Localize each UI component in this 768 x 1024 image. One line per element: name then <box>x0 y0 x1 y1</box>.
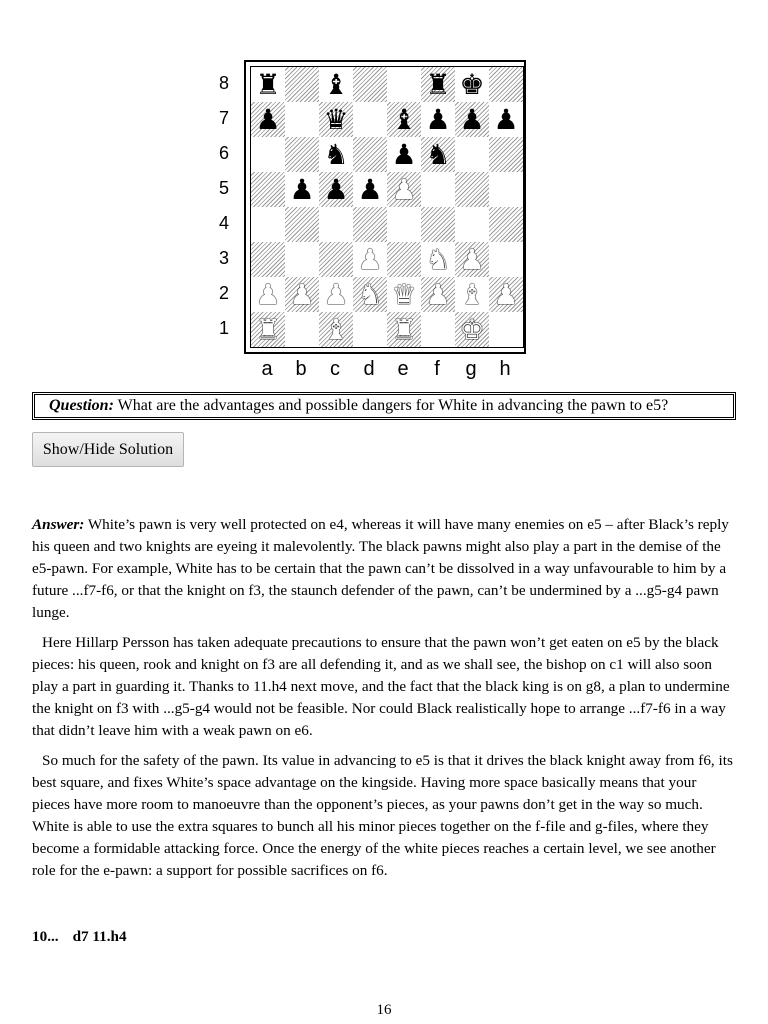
board-square <box>251 312 285 347</box>
board-square <box>455 172 489 207</box>
board-square <box>251 67 285 102</box>
answer-section <box>32 514 738 890</box>
board-square <box>455 277 489 312</box>
move-number: 10... <box>32 928 59 945</box>
board-square <box>319 67 353 102</box>
board-square <box>285 67 319 102</box>
file-label: f <box>434 358 440 380</box>
rank-label: 3 <box>218 248 229 268</box>
black-king-icon: ♚ <box>459 67 485 101</box>
board-square <box>353 242 387 277</box>
answer-paragraph: So much for the safety of the pawn. Its value in advancing to e5 is that it drives the black knight away from f6, its best square, and fixes White’s space advantage on the kingside. Having more space basically means that your pieces have more room to manoeuvre than the opponent’s pieces, as your pawns don’t get in the way so much. White is able to use the extra squares to bunch all his minor pieces together on the f-file and g-files, where they become a formidable attacking force. Once the energy of the white pieces reaches a certain level, we see another role for the e-pawn: a support for possible sacrifices on f6. <box>32 752 733 879</box>
rank-labels <box>212 66 236 346</box>
white-pawn-icon: ♟ <box>459 242 485 276</box>
board-square <box>353 137 387 172</box>
rank-label: 7 <box>218 108 229 128</box>
board-square <box>489 277 523 312</box>
file-label: g <box>465 358 477 380</box>
black-pawn-icon: ♟ <box>493 102 519 136</box>
board-square <box>455 137 489 172</box>
board-square <box>353 172 387 207</box>
black-bishop-icon: ♝ <box>323 67 349 101</box>
board-square <box>455 67 489 102</box>
board-square <box>353 312 387 347</box>
move-text: d7 11.h4 <box>72 928 127 945</box>
board-square <box>353 277 387 312</box>
board-square <box>489 207 523 242</box>
white-knight-icon: ♞ <box>425 242 451 276</box>
black-queen-icon: ♛ <box>323 102 349 136</box>
rank-label: 1 <box>218 318 229 338</box>
board-square <box>421 277 455 312</box>
board-square <box>489 242 523 277</box>
board-square <box>455 312 489 347</box>
board-square <box>251 207 285 242</box>
board-square <box>285 242 319 277</box>
black-knight-icon: ♞ <box>425 137 451 171</box>
file-label: d <box>363 358 375 380</box>
white-pawn-icon: ♟ <box>493 277 519 311</box>
board-square <box>285 277 319 312</box>
black-bishop-icon: ♝ <box>391 102 417 136</box>
board-square <box>421 242 455 277</box>
board-square <box>285 312 319 347</box>
board-square <box>489 172 523 207</box>
board-square <box>251 137 285 172</box>
file-label: a <box>261 358 273 380</box>
white-bishop-icon: ♝ <box>459 277 485 311</box>
board-square <box>455 102 489 137</box>
black-pawn-icon: ♟ <box>289 172 315 206</box>
white-queen-icon: ♛ <box>391 277 417 311</box>
black-pawn-icon: ♟ <box>391 137 417 171</box>
board-square <box>387 312 421 347</box>
rank-label: 2 <box>218 283 229 303</box>
board-square <box>285 172 319 207</box>
board-square <box>353 102 387 137</box>
white-rook-icon: ♜ <box>391 312 417 346</box>
black-rook-icon: ♜ <box>255 67 281 101</box>
board-square <box>387 67 421 102</box>
board-square <box>319 172 353 207</box>
board-square <box>455 242 489 277</box>
file-label: c <box>330 358 340 380</box>
black-rook-icon: ♜ <box>425 67 451 101</box>
white-pawn-icon: ♟ <box>255 277 281 311</box>
file-label: h <box>499 358 511 380</box>
board-square <box>421 207 455 242</box>
answer-paragraph-text: White’s pawn is very well protected on e4, whereas it will have many enemies on e5 – after Black’s reply his queen and two knights are eyeing it malevolently. The black pawns might also play a part in the demise of the e5-pawn. For example, White has to be certain that the pawn can’t be dissolved in a way unfavourable to him by a future ...f7-f6, or that the knight on f3, the staunch defender of the pawn, can’t be undermined by a ...g5-g4 pawn lunge. <box>32 516 729 621</box>
board-square <box>251 277 285 312</box>
white-king-icon: ♚ <box>459 312 485 346</box>
board-square <box>421 172 455 207</box>
board-square <box>319 207 353 242</box>
file-labels <box>250 354 522 384</box>
black-pawn-icon: ♟ <box>459 102 485 136</box>
show-hide-solution-button[interactable]: Show/Hide Solution <box>32 432 184 467</box>
board-square <box>387 242 421 277</box>
board-square <box>319 312 353 347</box>
white-pawn-icon: ♟ <box>323 277 349 311</box>
black-knight-icon: ♞ <box>323 137 349 171</box>
board-square <box>319 102 353 137</box>
board-square <box>387 172 421 207</box>
board-square <box>421 67 455 102</box>
board-square <box>421 102 455 137</box>
board-square <box>489 67 523 102</box>
board-square <box>319 242 353 277</box>
white-pawn-icon: ♟ <box>357 242 383 276</box>
white-pawn-icon: ♟ <box>289 277 315 311</box>
board-frame <box>244 60 526 354</box>
board-square <box>251 172 285 207</box>
board-square <box>455 207 489 242</box>
board-square <box>489 102 523 137</box>
rank-label: 5 <box>218 178 229 198</box>
board-square <box>387 207 421 242</box>
black-pawn-icon: ♟ <box>323 172 349 206</box>
board-square <box>285 102 319 137</box>
rank-label: 6 <box>218 143 229 163</box>
chess-board <box>250 66 524 348</box>
white-pawn-icon: ♟ <box>391 172 417 206</box>
white-rook-icon: ♜ <box>255 312 281 346</box>
white-pawn-icon: ♟ <box>425 277 451 311</box>
move-line <box>32 928 127 946</box>
rank-label: 8 <box>218 73 229 93</box>
board-square <box>285 207 319 242</box>
board-square <box>353 67 387 102</box>
white-bishop-icon: ♝ <box>323 312 349 346</box>
file-label: e <box>397 358 409 380</box>
page-number: 16 <box>376 1002 392 1018</box>
answer-paragraph <box>32 514 738 624</box>
black-pawn-icon: ♟ <box>425 102 451 136</box>
board-square <box>251 102 285 137</box>
answer-paragraph: Here Hillarp Persson has taken adequate precautions to ensure that the pawn won’t get eaten on e5 by the black pieces: his queen, rook and knight on f3 are all defending it, and as we shall see, the bishop on c1 will also soon play a part in guarding it. Thanks to 11.h4 next move, and the fact that the black king is on g8, a plan to undermine the knight on f3 with ...g5-g4 would not be feasible. Nor could Black realistically hope to arrange ...f7-f6 in a way that didn’t leave him with a weak pawn on e6. <box>32 634 730 739</box>
board-square <box>353 207 387 242</box>
question-text: What are the advantages and possible dangers for White in advancing the pawn to e5? <box>113 397 669 414</box>
question-label: Question: <box>49 397 114 414</box>
question-box <box>32 392 736 420</box>
black-pawn-icon: ♟ <box>357 172 383 206</box>
board-square <box>387 137 421 172</box>
board-square <box>319 137 353 172</box>
white-knight-icon: ♞ <box>357 277 383 311</box>
board-square <box>489 137 523 172</box>
rank-label: 4 <box>218 213 229 233</box>
file-label: b <box>295 358 307 380</box>
chess-diagram <box>212 56 532 386</box>
answer-label: Answer: <box>32 516 85 533</box>
black-pawn-icon: ♟ <box>255 102 281 136</box>
board-square <box>387 102 421 137</box>
board-square <box>285 137 319 172</box>
board-square <box>251 242 285 277</box>
board-square <box>319 277 353 312</box>
board-square <box>489 312 523 347</box>
board-square <box>421 312 455 347</box>
board-square <box>387 277 421 312</box>
board-square <box>421 137 455 172</box>
